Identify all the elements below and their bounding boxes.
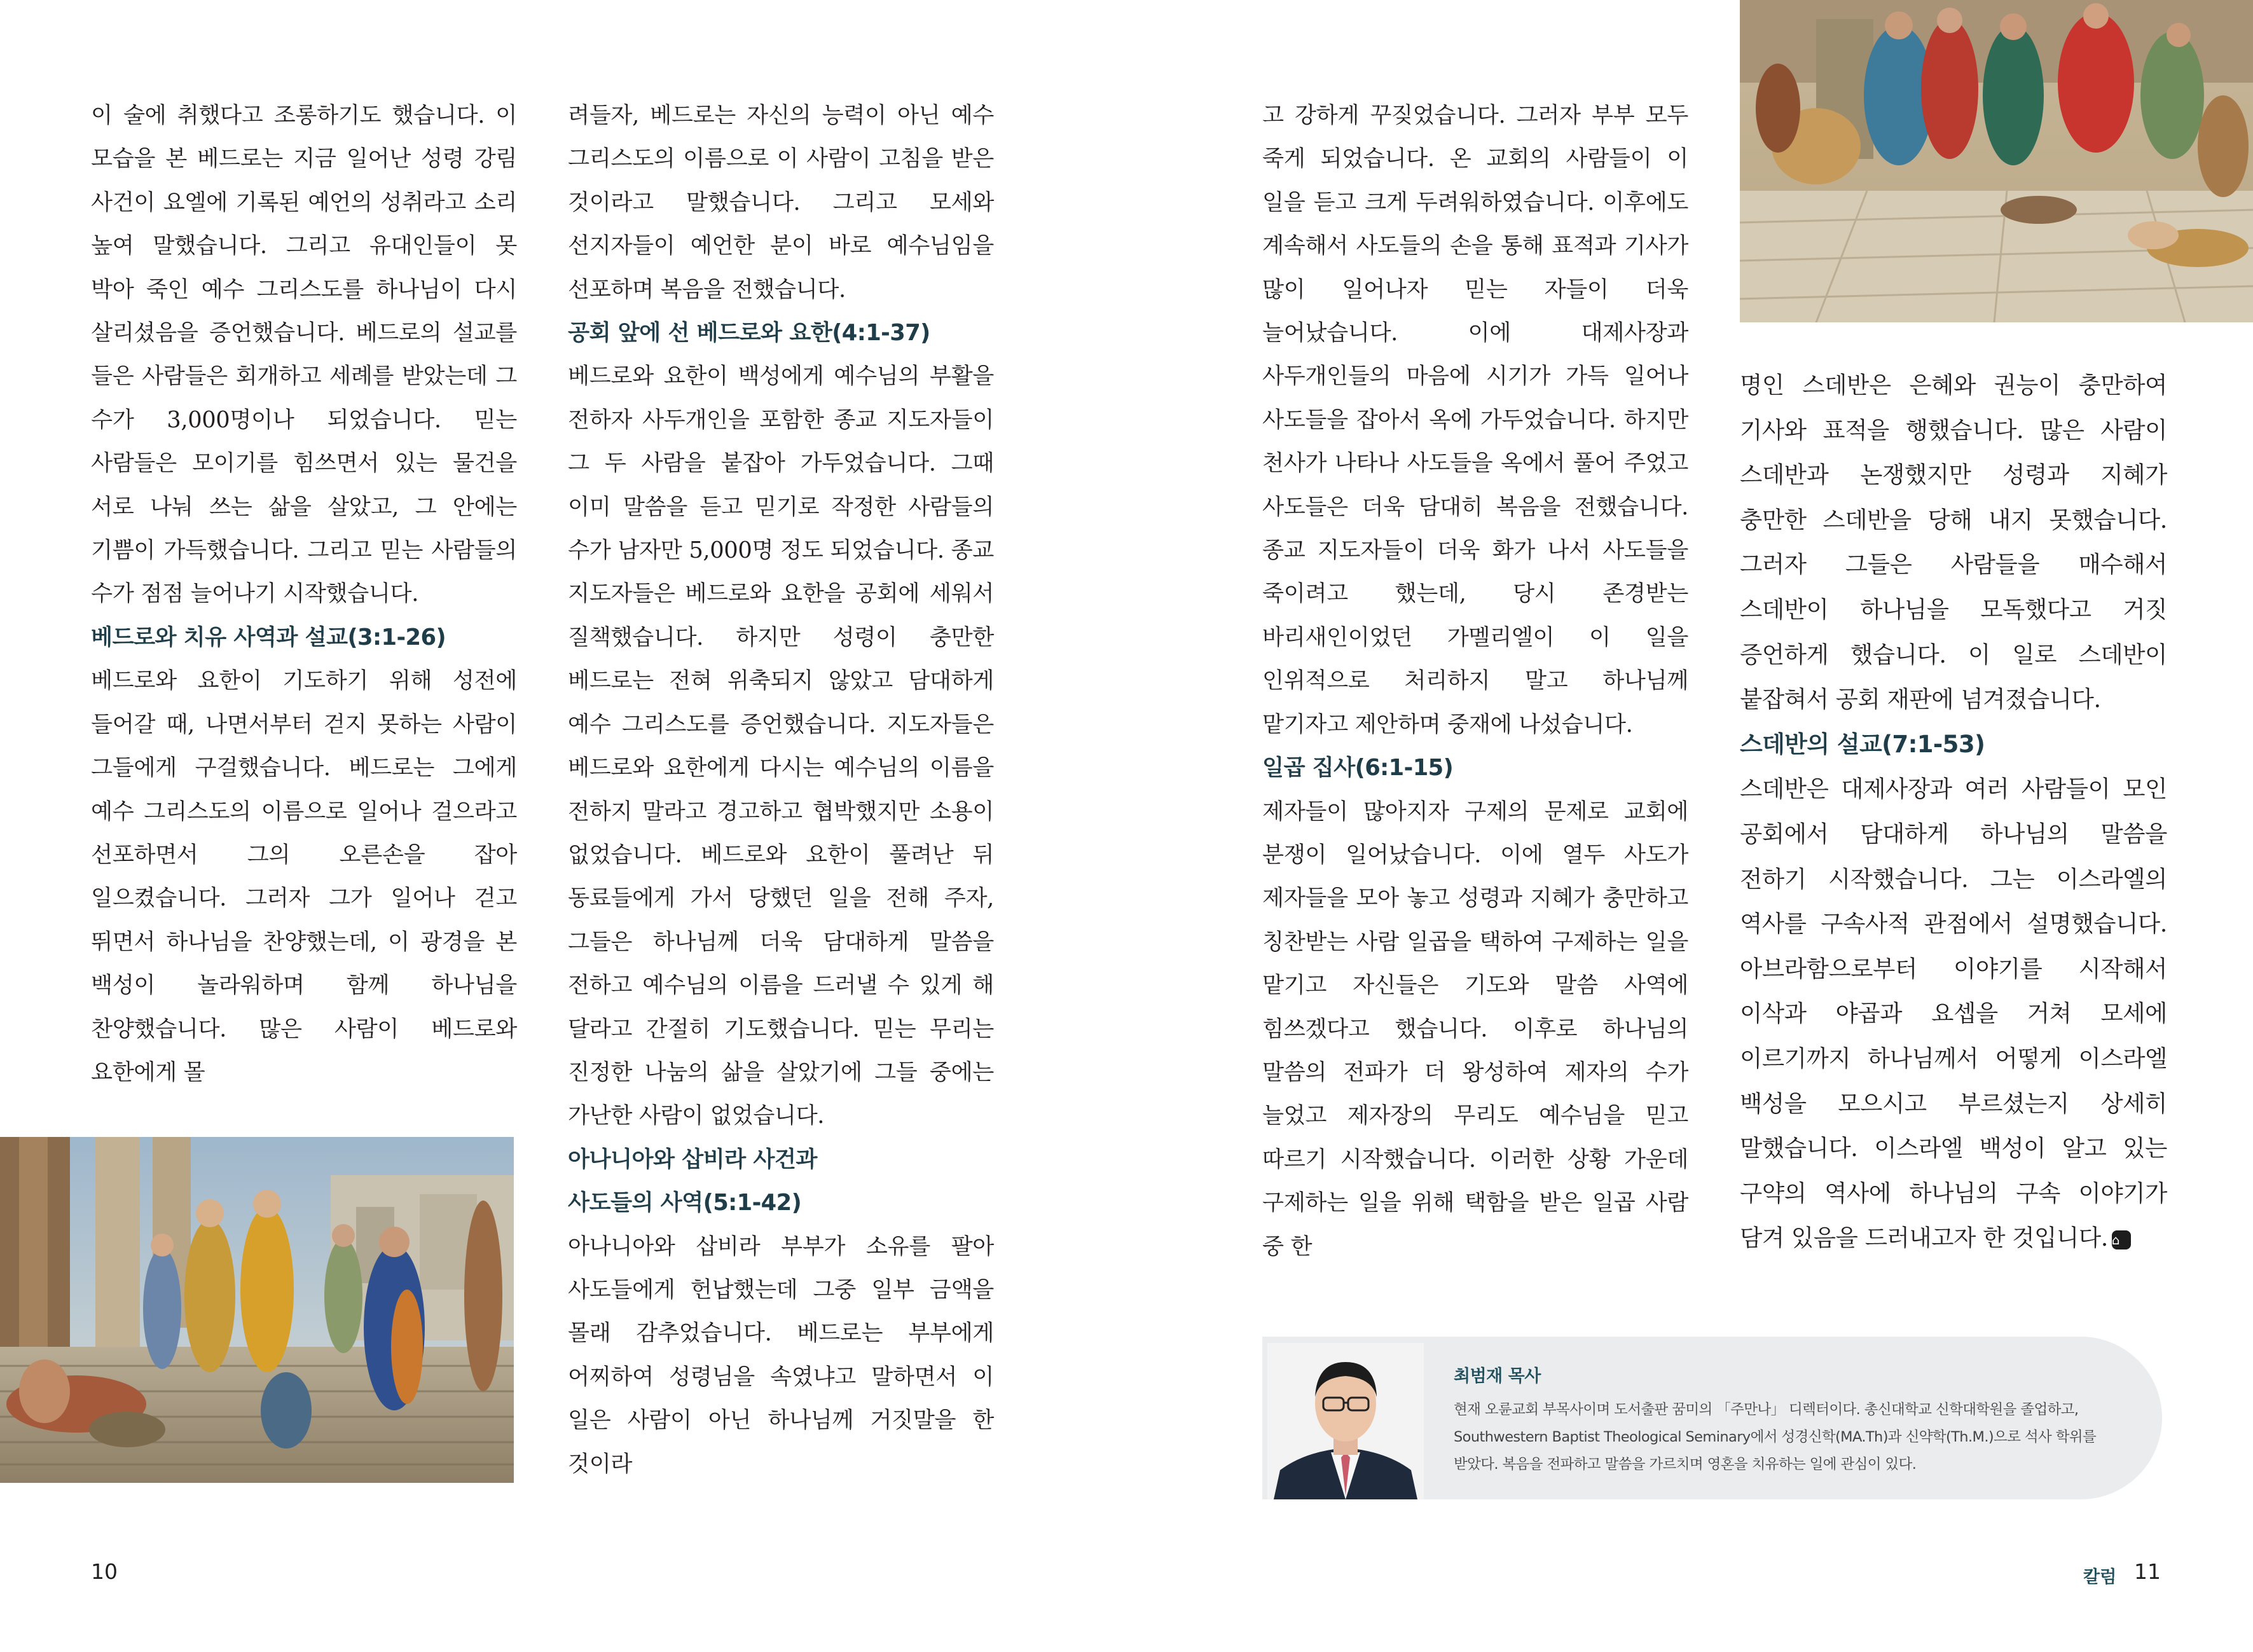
author-bio: 현재 오륜교회 부목사이며 도서출판 꿈미의 「주만나」 디렉터이다. 총신대학교 신학대학원을 졸업하고, Southwestern Baptist Theological Seminary에서 성경신학(MA.Th)과 신약학(Th.M.)으로 석사 학위를 받았다. 복음을 전파하고 말씀을 가르치며 영혼을 치유하는 일에 관심이 있다. bbox=[1454, 1401, 2097, 1473]
page-number-left: 10 bbox=[91, 1559, 118, 1584]
body-paragraph bbox=[91, 94, 517, 616]
author-name: 최범재 목사 bbox=[1454, 1366, 1541, 1386]
section-heading bbox=[568, 312, 994, 355]
author-profile-box bbox=[1262, 1337, 2162, 1499]
section-heading-text: 아나니아와 삽비라 사건과 bbox=[568, 1146, 817, 1173]
body-paragraph bbox=[1262, 94, 1688, 747]
section-heading-text: 공회 앞에 선 베드로와 요한(4:1-37) bbox=[568, 320, 930, 347]
section-heading-text: 일곱 집사(6:1-15) bbox=[1262, 755, 1454, 781]
body-paragraph bbox=[1262, 790, 1688, 1269]
section-label: 칼럼 bbox=[2083, 1567, 2117, 1587]
body-paragraph bbox=[1740, 767, 2167, 1261]
section-heading-text: 베드로와 치유 사역과 설교(3:1-26) bbox=[91, 624, 446, 650]
body-paragraph bbox=[568, 94, 994, 312]
section-heading-text: 스데반의 설교(7:1-53) bbox=[1740, 730, 1985, 758]
body-paragraph-text: 고 강하게 꾸짖었습니다. 그러자 부부 모두 죽게 되었습니다. 온 교회의 사람들이 이 일을 듣고 크게 두려워하였습니다. 이후에도 계속해서 사도들의 손을 통해 표적과 기사가 많이 일어나자 믿는 자들이 더욱 늘어났습니다. 이에 대제사장과 사두개인들의 마음에 시기가 가득 일어나 사도들을 잡아서 옥에 가두었습니다. 하지만 천사가 나타나 사도들을 옥에서 풀어 주었고 사도들은 더욱 담대히 복음을 전했습니다. 종교 지도자들이 더욱 화가 나서 사도들을 죽이려고 했는데, 당시 존경받는 바리새인이었던 가멜리엘이 이 일을 인위적으로 처리하지 말고 하나님께 맡기자고 제안하며 중재에 나섰습니다. bbox=[1262, 102, 1688, 738]
text-column-4 bbox=[1740, 363, 2167, 1261]
body-paragraph bbox=[568, 355, 994, 1138]
body-paragraph-text: 명인 스데반은 은혜와 권능이 충만하여 기사와 표적을 행했습니다. 많은 사람이 스데반과 논쟁했지만 성령과 지혜가 충만한 스데반을 당해 내지 못했습니다. 그러자 그들은 사람들을 매수해서 스데반이 하나님을 모독했다고 거짓 증언하게 했습니다. 이 일로 스데반이 붙잡혀서 공회 재판에 넘겨졌습니다. bbox=[1740, 371, 2167, 713]
section-heading bbox=[91, 616, 517, 659]
page-number-right: 11 bbox=[2134, 1559, 2161, 1584]
section-heading bbox=[1262, 747, 1688, 790]
text-column-1 bbox=[91, 94, 517, 1094]
body-paragraph-text: 이 술에 취했다고 조롱하기도 했습니다. 이 모습을 본 베드로는 지금 일어난 성령 강림 사건이 요엘에 기록된 예언의 성취라고 소리 높여 말했습니다. 그리고 유대인들이 못 박아 죽인 예수 그리스도를 하나님이 다시 살리셨음을 증언했습니다. 베드로의 설교를 들은 사람들은 회개하고 세례를 받았는데 그 수가 3,000명이나 되었습니다. 믿는 사람들은 모이기를 힘쓰면서 있는 물건을 서로 나눠 쓰는 삶을 살았고, 그 안에는 기쁨이 가득했습니다. 그리고 믿는 사람들의 수가 점점 늘어나기 시작했습니다. bbox=[91, 102, 517, 607]
section-heading-text: 사도들의 사역(5:1-42) bbox=[568, 1190, 802, 1216]
body-paragraph-text: 제자들이 많아지자 구제의 문제로 교회에 분쟁이 일어났습니다. 이에 열두 사도가 제자들을 모아 놓고 성령과 지혜가 충만하고 칭찬받는 사람 일곱을 택하여 구제하는 일을 맡기고 자신들은 기도와 말씀 사역에 힘쓰겠다고 했습니다. 이후로 하나님의 말씀의 전파가 더 왕성하여 제자의 수가 늘었고 제자장의 무리도 예수님을 믿고 따르기 시작했습니다. 이러한 상황 가운데 구제하는 일을 위해 택함을 받은 일곱 사람 중 한 bbox=[1262, 798, 1688, 1260]
body-paragraph bbox=[568, 1225, 994, 1486]
body-paragraph-text: 아나니아와 삽비라 부부가 소유를 팔아 사도들에게 헌납했는데 그중 일부 금액을 몰래 감추었습니다. 베드로는 부부에게 어찌하여 성령님을 속였냐고 말하면서 이 일은 사람이 아닌 하나님께 거짓말을 한 것이라 bbox=[568, 1233, 994, 1477]
body-paragraph-text: 베드로와 요한이 백성에게 예수님의 부활을 전하자 사두개인을 포함한 종교 지도자들이 그 두 사람을 붙잡아 가두었습니다. 그때 이미 말씀을 듣고 믿기로 작정한 사람들의 수가 남자만 5,000명 정도 되었습니다. 종교 지도자들은 베드로와 요한을 공회에 세워서 질책했습니다. 하지만 성령이 충만한 베드로는 전혀 위축되지 않았고 담대하게 예수 그리스도를 증언했습니다. 지도자들은 베드로와 요한에게 다시는 예수님의 이름을 전하지 말라고 경고하고 협박했지만 소용이 없었습니다. 베드로와 요한이 풀려난 뒤 동료들에게 가서 당했던 일을 전해 주자, 그들은 하나님께 더욱 담대하게 말씀을 전하고 예수님의 이름을 드러낼 수 있게 해 달라고 간절히 기도했습니다. 믿는 무리는 진정한 나눔의 삶을 살았기에 그들 중에는 가난한 사람이 없었습니다. bbox=[568, 363, 994, 1129]
body-paragraph bbox=[1740, 363, 2167, 722]
text-column-2 bbox=[568, 94, 994, 1486]
text-column-3 bbox=[1262, 94, 1688, 1269]
section-heading bbox=[1740, 722, 2167, 767]
body-paragraph-text: 스데반은 대제사장과 여러 사람들이 모인 공회에서 담대하게 하나님의 말씀을 전하기 시작했습니다. 그는 이스라엘의 역사를 구속사적 관점에서 설명했습니다. 아브라함으로부터 이야기를 시작해서 이삭과 야곱과 요셉을 거쳐 모세에 이르기까지 하나님께서 어떻게 이스라엘 백성을 모으시고 부르셨는지 상세히 말했습니다. 이스라엘 백성이 알고 있는 구약의 역사에 하나님의 구속 이야기가 담겨 있음을 드러내고자 한 것입니다. bbox=[1740, 775, 2167, 1252]
painting-healing-at-temple-gate bbox=[0, 1137, 514, 1483]
section-heading bbox=[568, 1138, 994, 1181]
body-paragraph-text: 베드로와 요한이 기도하기 위해 성전에 들어갈 때, 나면서부터 걷지 못하는 사람이 그들에게 구걸했습니다. 베드로는 그에게 예수 그리스도의 이름으로 일어나 걸으라고 선포하면서 그의 오른손을 잡아 일으켰습니다. 그러자 그가 일어나 걷고 뛰면서 하나님을 찬양했는데, 이 광경을 본 백성이 놀라워하며 함께 하나님을 찬양했습니다. 많은 사람이 베드로와 요한에게 몰 bbox=[91, 668, 517, 1085]
section-heading bbox=[568, 1181, 994, 1225]
body-paragraph bbox=[91, 659, 517, 1094]
author-photo bbox=[1267, 1343, 1424, 1499]
book-end-icon: ⌂ bbox=[2112, 1230, 2131, 1249]
body-paragraph-text: 려들자, 베드로는 자신의 능력이 아닌 예수 그리스도의 이름으로 이 사람이 고침을 받은 것이라고 말했습니다. 그리고 모세와 선지자들이 예언한 분이 바로 예수님임을 선포하며 복음을 전했습니다. bbox=[568, 102, 994, 303]
painting-death-of-ananias bbox=[1740, 0, 2253, 322]
